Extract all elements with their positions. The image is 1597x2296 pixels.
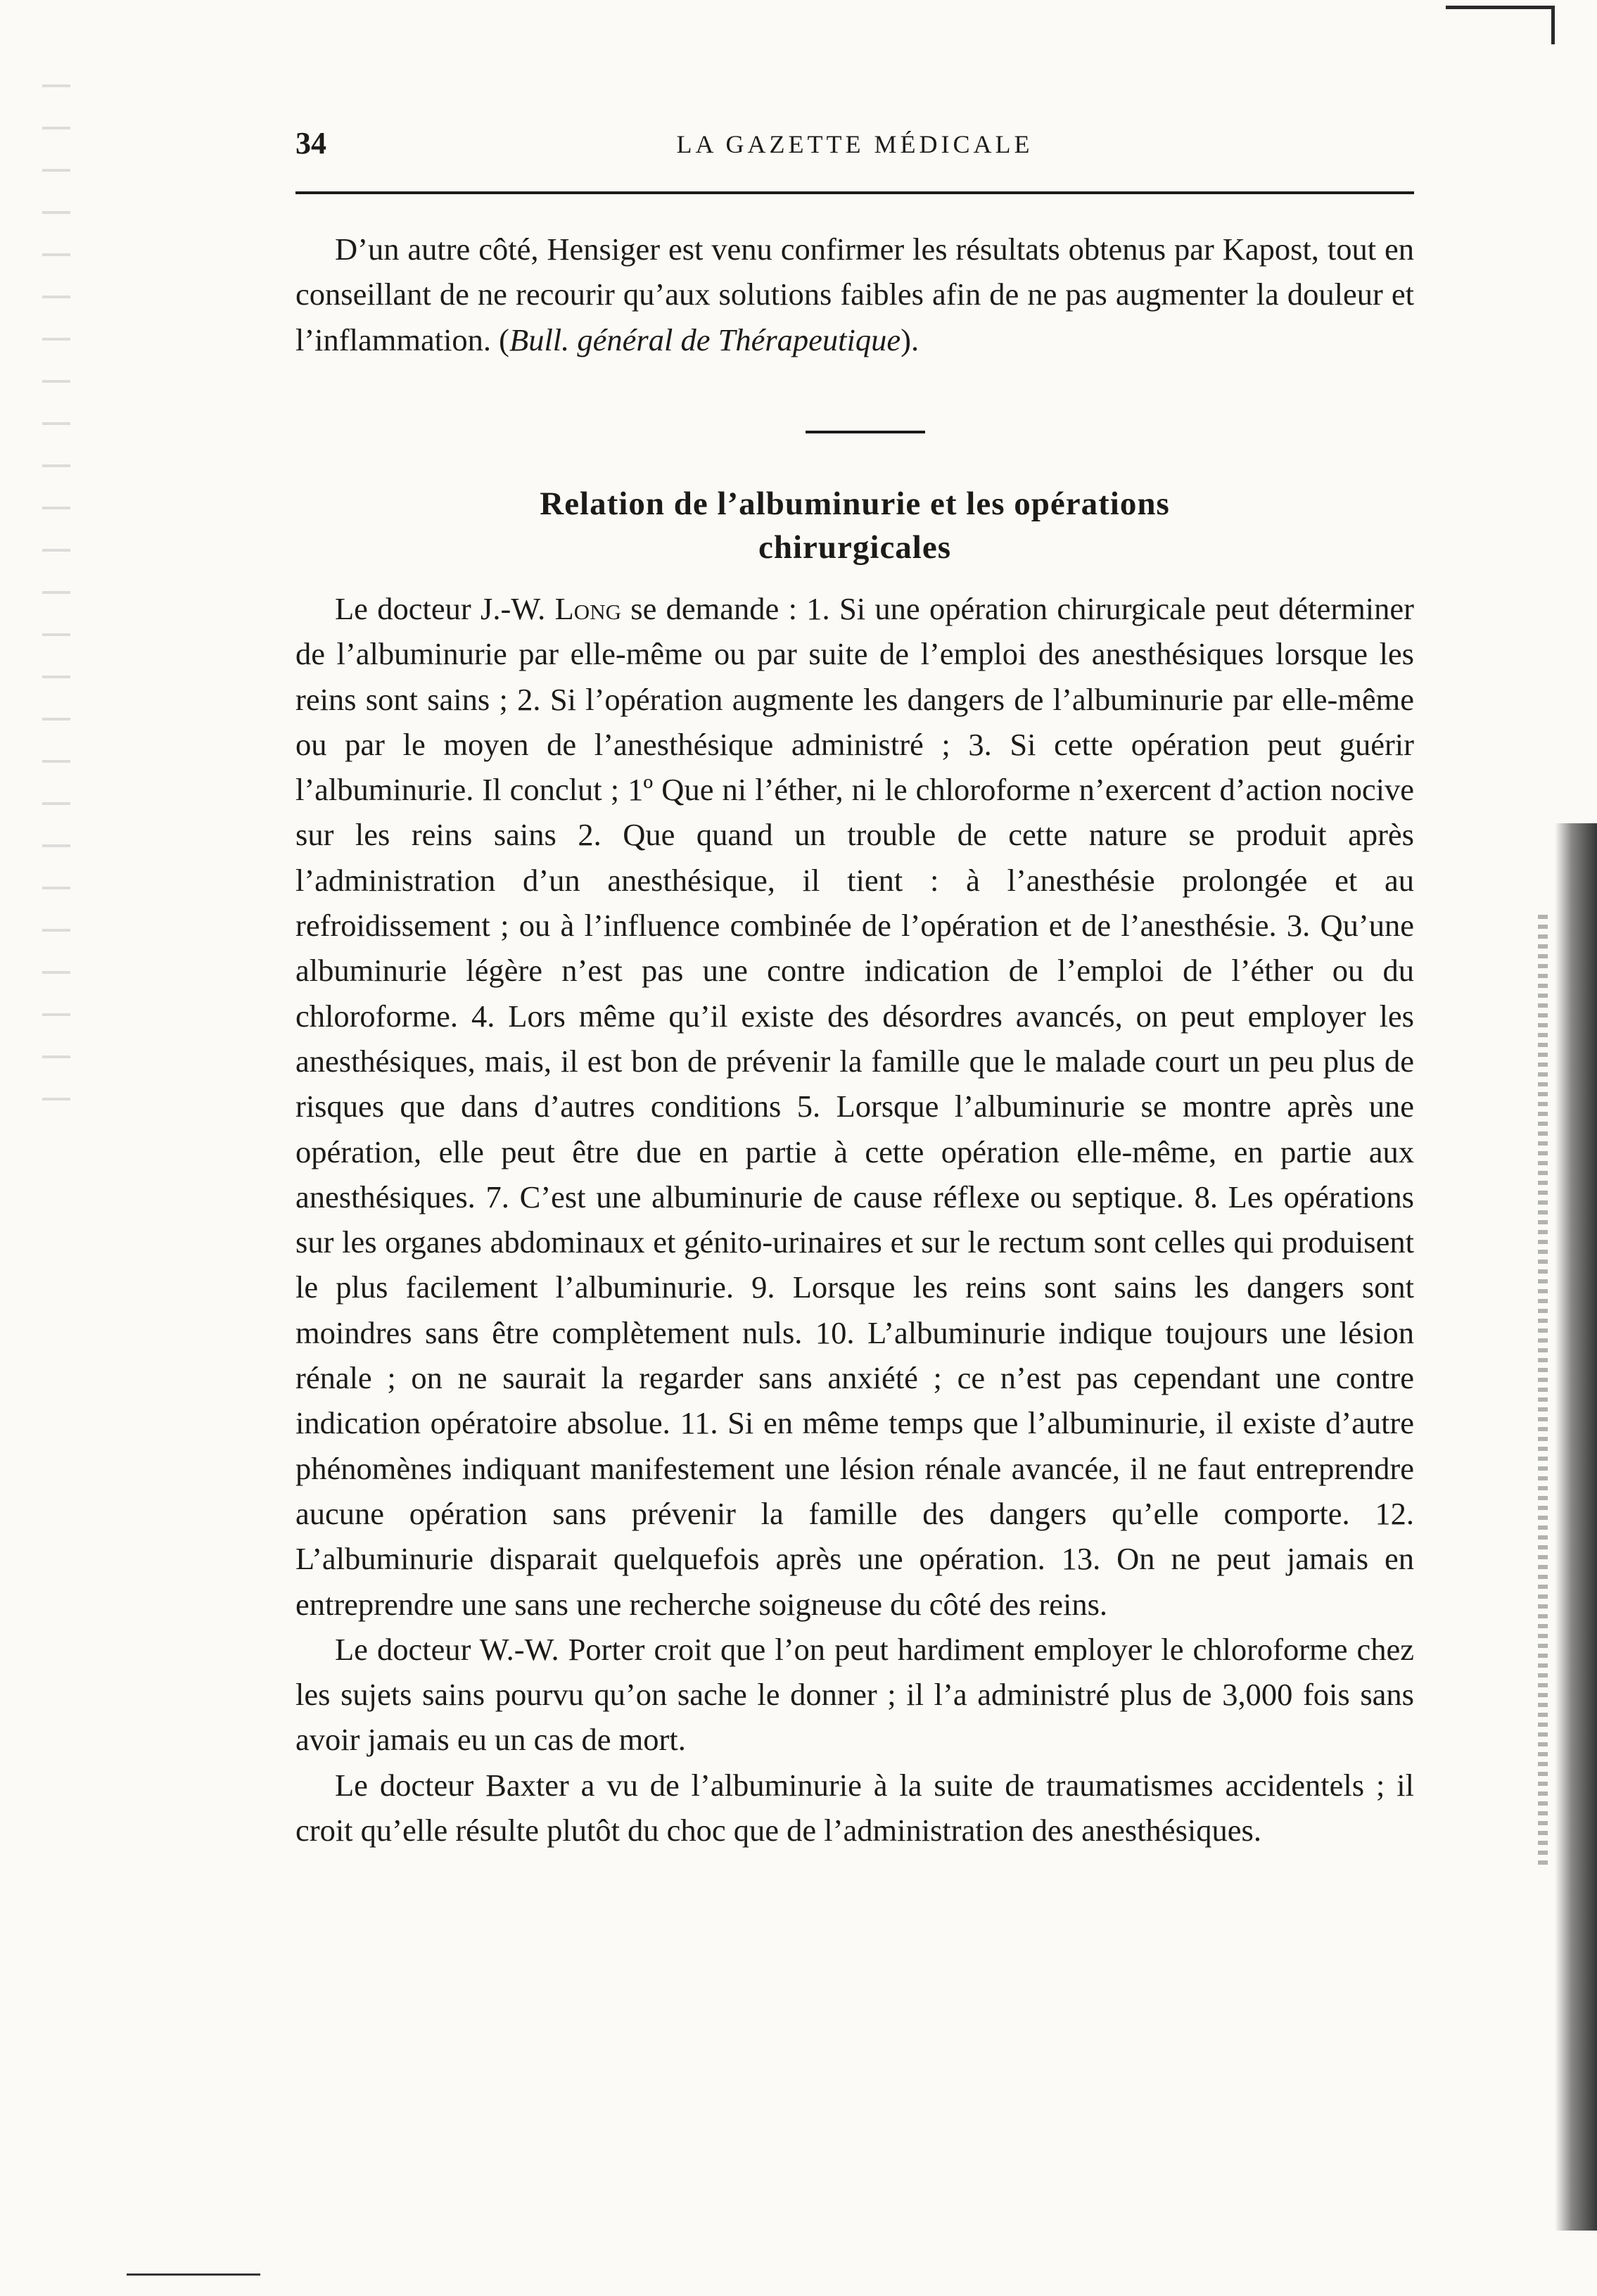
scan-corner-mark	[1446, 6, 1555, 44]
scan-page-edge-texture	[1538, 915, 1548, 1865]
scan-left-specks	[42, 84, 70, 1140]
section-separator	[806, 431, 925, 433]
section-title-line-2: chirurgicales	[758, 529, 952, 566]
author-name: Long	[554, 591, 621, 626]
paragraph-lead: Le docteur J.-W.	[335, 591, 555, 626]
citation: Bull. général de Thérapeutique	[509, 322, 901, 357]
section-title	[295, 482, 1414, 569]
header-rule	[295, 191, 1414, 194]
paragraph-long	[295, 586, 1414, 1627]
paragraph-porter: Le docteur W.-W. Porter croit que l’on peut hardiment employer le chloroforme chez les sujets sains pourvu qu’on sache le donner ; il l’a administré plus de 3,000 fois sans avoir jamais eu un cas de mort.	[295, 1631, 1414, 1758]
paragraph-baxter: Le docteur Baxter a vu de l’albuminurie à la suite de traumatismes accidentels ; il croit qu’elle résulte plutôt du choc que de l’administration des anesthésiques.	[295, 1767, 1414, 1848]
page-number: 34	[295, 126, 326, 160]
intro-text: D’un autre côté, Hensiger est venu confirmer les résultats obtenus par Kapost, tout en conseillant de ne recourir qu’aux solutions faibles afin de ne pas augmenter la douleur et l’inflammation. (	[295, 231, 1414, 357]
article-body	[295, 586, 1414, 1853]
intro-text-end: ).	[901, 322, 920, 357]
paragraph-text: se demande : 1. Si une opération chirurgicale peut déterminer de l’albuminurie par elle-même ou par suite de l’emploi des anesthésiques lorsque les reins sont sains ; 2. Si l’opération augmente les dangers de l’albuminurie par elle-même ou par le moyen de l’anesthésique administré ; 3. Si cette opération peut guérir l’albuminurie. Il conclut ; 1º Que ni l’éther, ni le chloroforme n’exercent d’action nocive sur les reins sains 2. Que quand un trouble de cette nature se produit après l’administration d’un anesthésique, il tient : à l’anesthésie prolongée et au refroidissement ; ou à l’influence combinée de l’opération et de l’anesthésie. 3. Qu’une albuminurie légère n’est pas une contre indication de l’emploi de l’éther ou du chloroforme. 4. Lors même qu’il existe des désordres avancés, on peut employer les anesthésiques, mais, il est bon de prévenir la famille que le malade court un peu plus de risques que dans d’autres conditions 5. Lorsque l’albuminurie se montre après une opération, elle peut être due en partie à cette opération elle-même, en partie aux anesthésiques. 7. C’est une albuminurie de cause réflexe ou septique. 8. Les opérations sur les organes abdominaux et génito-urinaires et sur le rectum sont celles qui produisent le plus facilement l’albuminurie. 9. Lorsque les reins sont sains les dangers sont moindres sans être complètement nuls. 10. L’albuminurie indique toujours une lésion rénale ; on ne saurait la regarder sans anxiété ; ce n’est pas cependant une contre indication opératoire absolue. 11. Si en même temps que l’albuminurie, il existe d’autre phénomènes indiquant manifestement une lésion rénale avancée, il ne faut entreprendre aucune opération sans prévenir la famille des dangers qu’elle comporte. 12. L’albuminurie disparait quelquefois après une opération. 13. On ne peut jamais en entreprendre une sans une recherche soigneuse du côté des reins.	[295, 591, 1414, 1622]
scan-bottom-mark	[127, 2269, 260, 2276]
section-title-line-1: Relation de l’albuminurie et les opérations	[540, 486, 1170, 522]
page-header	[295, 125, 1414, 167]
running-title: LA GAZETTE MÉDICALE	[676, 130, 1033, 158]
scan-page-edge-shadow	[1555, 823, 1597, 2231]
intro-paragraph	[295, 227, 1414, 362]
